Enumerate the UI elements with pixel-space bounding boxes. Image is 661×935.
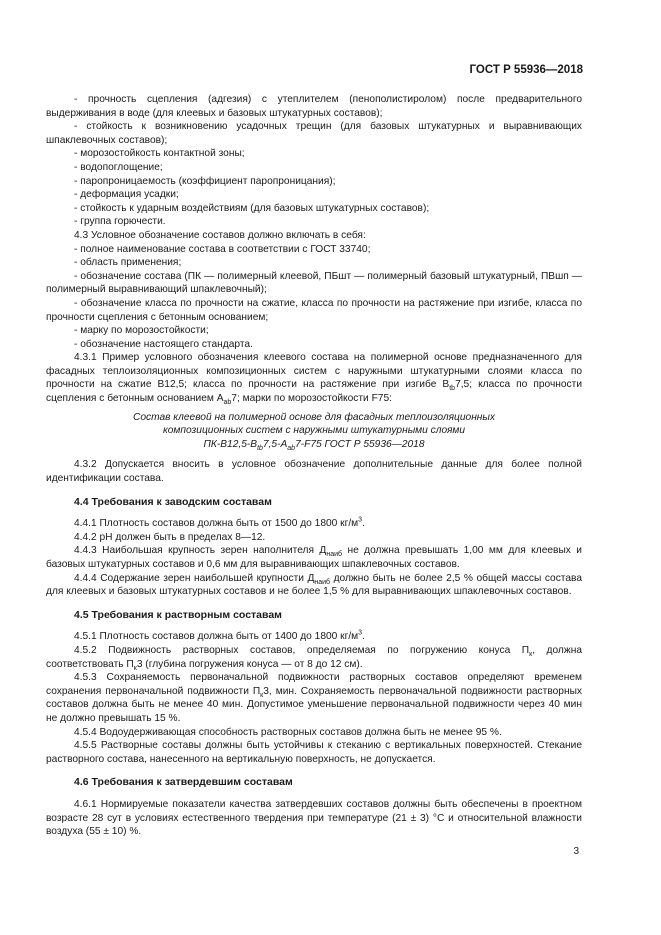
example-line: Состав клеевой на полимерной основе для фасадных теплоизоляционных bbox=[133, 411, 495, 423]
clause-4-4-4: 4.4.4 Содержание зерен наибольшей крупности $Д_{наиб}$ должно быть не более 2,5 % общей массы состава для клеевых и базовых штукатурных составов и не более 1,5 % для выравнивающих шпаклевочных составов. bbox=[46, 572, 582, 598]
clause-4-4-2: 4.4.2 pH должен быть в пределах 8—12. bbox=[74, 531, 266, 543]
clause-4-5-3: 4.5.3 Сохраняемость первоначальной подвижности растворных составов определяют временем сохранения первоначальной подвижности $П_к3$, мин. Сохраняемость первоначальной подвижности растворных составов должна быть не менее 40 мин. Допустимое уменьшение первоначальной подвижности через 40 мин не должно превышать 15 %. bbox=[46, 672, 582, 724]
clause-4-3-2: 4.3.2 Допускается вносить в условное обозначение дополнительные данные для более полной идентификации состава. bbox=[46, 459, 582, 485]
list-item: - стойкость к ударным воздействиям (для базовых штукатурных составов); bbox=[74, 202, 430, 214]
list-item: - деформация усадки; bbox=[74, 189, 179, 201]
section-heading-4-4: 4.4 Требования к заводским составам bbox=[74, 495, 272, 508]
designation-example bbox=[46, 411, 582, 452]
clause-4-5-5: 4.5.5 Растворные составы должны быть устойчивы к стеканию с вертикальных поверхностей. Стекание растворного состава, нанесенного на вертикальную поверхность, не допускается. bbox=[46, 740, 582, 765]
clause-4-5-4: 4.5.4 Водоудерживающая способность растворных составов должна быть не менее 95 %. bbox=[74, 726, 502, 738]
example-line: композиционных систем с наружными штукатурными слоями bbox=[162, 425, 466, 437]
list-item: - паропроницаемость (коэффициент паропроницания); bbox=[74, 175, 336, 187]
list-item: - полное наименование состава в соответствии с ГОСТ 33740; bbox=[74, 243, 371, 255]
clause-4-4-3: 4.4.3 Наибольшая крупность зерен наполнителя $Д_{наиб}$ не должна превышать 1,00 мм для клеевых и базовых штукатурных составов и 0,6 мм для выравнивающих шпаклевочных составов. bbox=[46, 545, 582, 570]
clause-4-3: 4.3 Условное обозначение составов должно включать в себя: bbox=[74, 229, 366, 241]
document-body bbox=[46, 93, 582, 839]
list-item: - область применения; bbox=[74, 257, 182, 269]
clause-4-5-2: 4.5.2 Подвижность растворных составов, определяемая по погружению конуса $П_к$, должна соответствовать $П_к3$ (глубина погружения конуса — от 8 до 12 см). bbox=[46, 644, 582, 672]
section-heading-4-6: 4.6 Требования к затвердевшим составам bbox=[74, 776, 293, 789]
list-item: - морозостойкость контактной зоны; bbox=[74, 148, 245, 160]
clause-4-5-1: 4.5.1 Плотность составов должна быть от 1400 до 1800 $кг/м^3$. bbox=[74, 629, 365, 643]
document-header: ГОСТ Р 55936—2018 bbox=[469, 64, 583, 76]
list-item: - стойкость к возникновению усадочных трещин (для базовых штукатурных и выравнивающих шпаклевочных составов); bbox=[46, 121, 582, 146]
list-item: - группа горючести. bbox=[74, 216, 166, 228]
list-item: - прочность сцепления (адгезия) с утеплителем (пенополистиролом) после предварительного выдерживания в воде (для клеевых и базовых штукатурных составов); bbox=[46, 94, 582, 119]
list-item: - обозначение состава (ПК — полимерный клеевой, ПБшт — полимерный базовый штукатурный, ПВшп — полимерный выравнивающий шпаклевочный); bbox=[46, 270, 582, 296]
clause-4-4-1: 4.4.1 Плотность составов должна быть от 1500 до 1800 $кг/м^3$. bbox=[74, 516, 365, 530]
page-number: 3 bbox=[573, 846, 579, 857]
clause-4-6-1: 4.6.1 Нормируемые показатели качества затвердевших составов должны быть обеспечены в проектном возрасте 28 сут в условиях естественного твердения при температуре (21 ± 3) °С и относительной влажности воздуха (55 ± 10) %. bbox=[46, 798, 582, 838]
list-item: - марку по морозостойкости; bbox=[74, 325, 209, 337]
list-item: - водопоглощение; bbox=[74, 161, 163, 173]
list-item: - обозначение класса по прочности на сжатие, класса по прочности на растяжение при изгибе, класса по прочности сцепления с бетонным основанием; bbox=[46, 297, 582, 323]
example-code: $ПК-B12,5-B_{tb}7,5-A_{ab}7-F75$ ГОСТ Р 55936—2018 bbox=[203, 438, 425, 452]
section-heading-4-5: 4.5 Требования к растворным составам bbox=[74, 608, 282, 621]
clause-4-3-1: 4.3.1 Пример условного обозначения клеевого состава на полимерной основе предназначенного для фасадных теплоизоляционных композиционных систем с наружными штукатурными слоями класса по прочности на сжатие B12,5; класса по прочности на растяжение при изгибе $B_{tb}7,5$; класса по прочности сцепления с бетонным основанием $A_{ab}7$; марки по морозостойкости F75: bbox=[46, 352, 583, 407]
list-item: - обозначение настоящего стандарта. bbox=[74, 338, 253, 350]
